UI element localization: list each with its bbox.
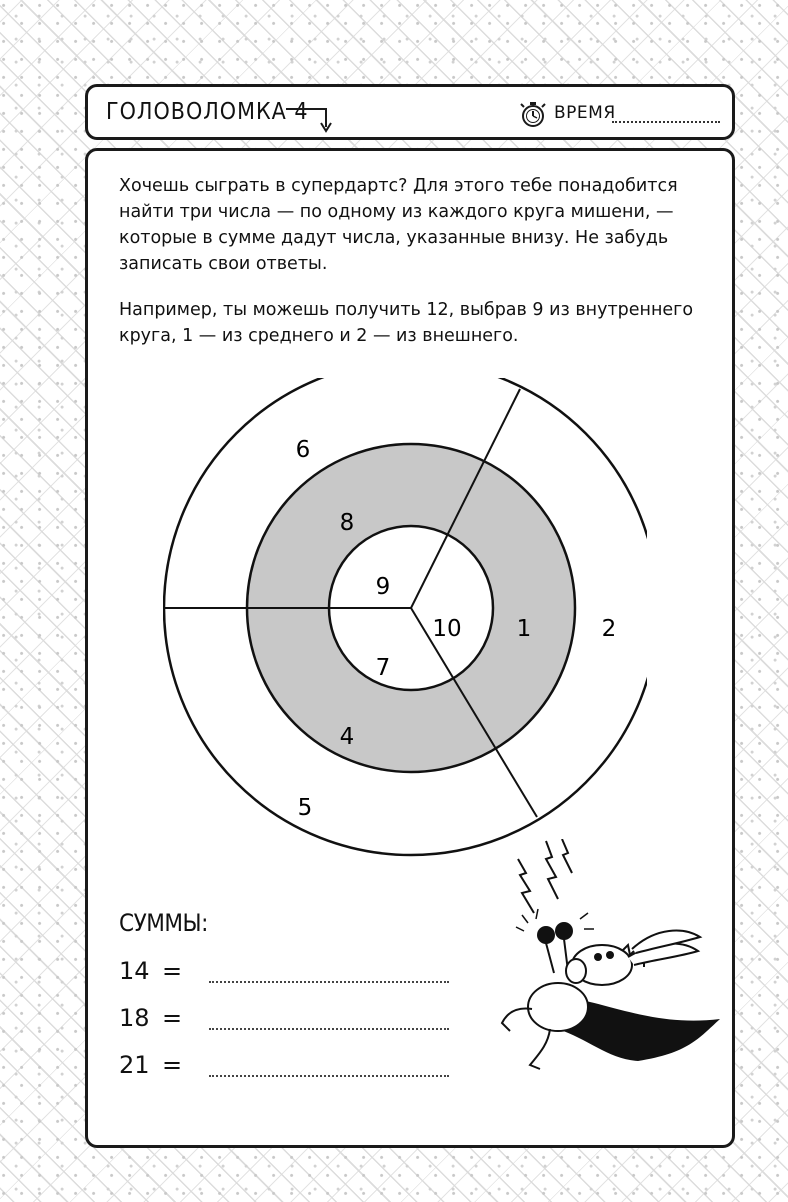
dartboard: [163, 378, 647, 862]
answer-line[interactable]: [209, 1075, 449, 1077]
stopwatch-icon: [518, 99, 548, 129]
outer-number: 5: [297, 795, 313, 821]
arrow-down-icon: [284, 99, 344, 135]
middle-number: 8: [339, 510, 355, 536]
answer-line[interactable]: [209, 1028, 449, 1030]
puzzle-header: [85, 84, 735, 140]
sum-target: 21: [119, 1051, 150, 1079]
time-answer-line[interactable]: [612, 121, 720, 123]
donkey-superhero-illustration: [488, 839, 728, 1079]
instructions-paragraph: Хочешь сыграть в супердартс? Для этого тебе понадобится найти три числа — по одному из каждого круга мишени, — которые в сумме дадут числа, указанные внизу. Не забудь записать свои ответы.: [119, 176, 678, 274]
time-label: ВРЕМЯ: [554, 103, 616, 123]
outer-number: 2: [601, 616, 617, 642]
middle-number: 4: [339, 724, 355, 750]
inner-number: 9: [375, 574, 391, 600]
sum-target: 14: [119, 957, 150, 985]
equals-sign: =: [162, 1004, 183, 1032]
puzzle-title: ГОЛОВОЛОМКА 4: [106, 99, 309, 125]
example-paragraph: Например, ты можешь получить 12, выбрав 9 из внутреннего круга, 1 — из среднего и 2 — из внешнего.: [119, 300, 694, 346]
sums-title: СУММЫ:: [119, 909, 208, 937]
middle-number: 1: [516, 616, 532, 642]
puzzle-content: [85, 148, 735, 1148]
equals-sign: =: [162, 1051, 183, 1079]
outer-number: 6: [295, 437, 311, 463]
equals-sign: =: [162, 957, 183, 985]
answer-line[interactable]: [209, 981, 449, 983]
inner-number: 7: [375, 655, 391, 681]
sum-target: 18: [119, 1004, 150, 1032]
inner-number: 10: [432, 616, 462, 642]
